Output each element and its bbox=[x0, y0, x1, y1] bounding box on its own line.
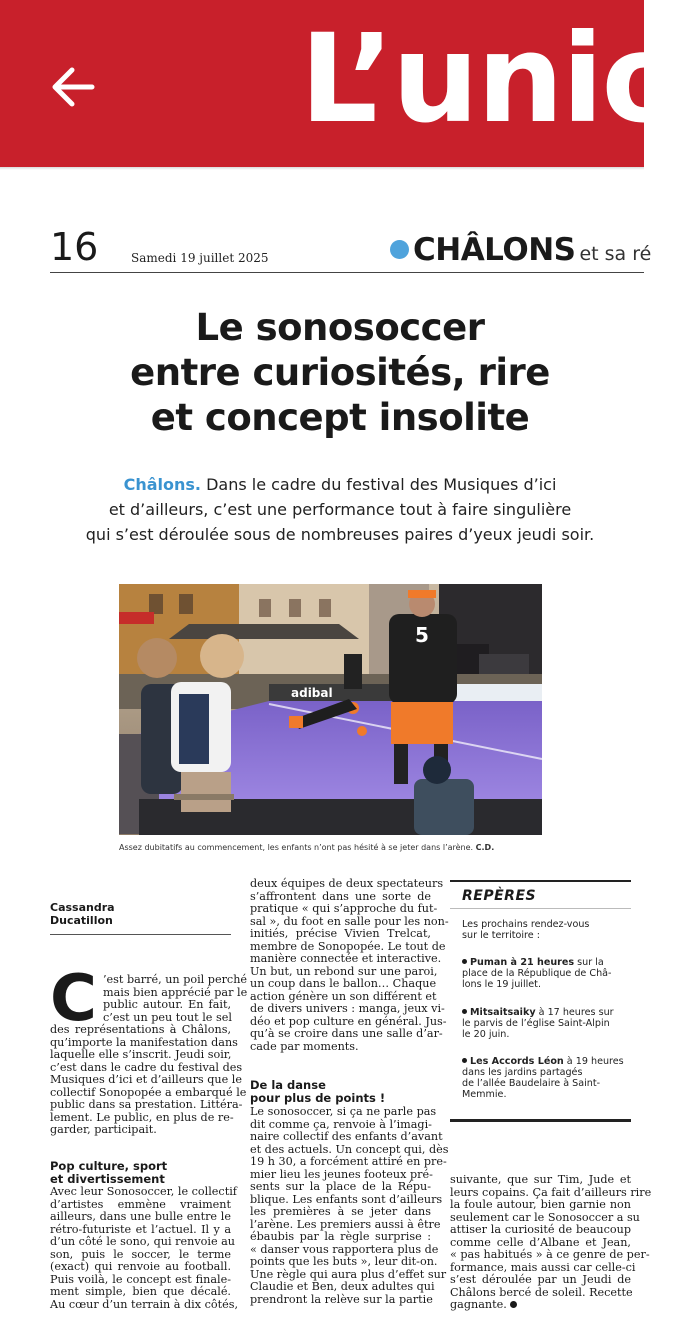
issue-date: Samedi 19 juillet 2025 bbox=[131, 251, 269, 265]
reperes-item-name: Puman à 21 heures bbox=[470, 957, 575, 968]
text-line: sal », du foot en salle pour les non- bbox=[250, 914, 449, 928]
text-line: public autour. En fait, bbox=[103, 998, 231, 1011]
text-line: garder, participait. bbox=[50, 1123, 157, 1136]
text-line: Au cœur d’un terrain à dix côtés, bbox=[50, 1297, 239, 1311]
text-line: « danser vous rapportera plus de bbox=[250, 1242, 439, 1256]
column-1-dropcap-text bbox=[103, 973, 248, 1024]
back-button[interactable] bbox=[44, 58, 102, 116]
reperes-item-text: à 19 heures bbox=[563, 1056, 624, 1067]
column-2-text-2 bbox=[250, 1105, 449, 1306]
article-lead bbox=[60, 472, 620, 547]
rubric-dot-icon bbox=[390, 240, 409, 259]
text-line: laquelle elle s’inscrit. Jeudi soir, bbox=[50, 1048, 232, 1061]
final-word: gagnante. bbox=[450, 1298, 507, 1311]
reperes-top-rule bbox=[450, 880, 631, 882]
text-line: ’est barré, un poil perché bbox=[103, 973, 248, 986]
reperes-item-line bbox=[462, 957, 632, 968]
column-2-text bbox=[250, 877, 449, 1053]
text-line: comme celle d’Albane et Jean, bbox=[450, 1235, 631, 1249]
text-line: public dans sa prestation. Littéra- bbox=[50, 1098, 243, 1111]
author-last-name: Ducatillon bbox=[50, 914, 113, 927]
text-line: ment simple, bien que décalé. bbox=[50, 1285, 231, 1298]
text-line: formance, mais aussi car celle-ci bbox=[450, 1260, 636, 1274]
text-line: d’artistes emmène vraiment bbox=[50, 1197, 231, 1211]
back-arrow-icon bbox=[44, 58, 102, 116]
text-line: « pas habitués » à ce genre de per- bbox=[450, 1248, 650, 1261]
reperes-item-line: dans les jardins partagés bbox=[462, 1067, 583, 1078]
reperes-item-line bbox=[462, 1007, 632, 1018]
reperes-item-line bbox=[462, 1056, 632, 1067]
text-line bbox=[450, 1299, 631, 1312]
banner-text: adibal bbox=[291, 686, 333, 700]
text-line: ébaubis par la règle surprise : bbox=[250, 1230, 431, 1243]
reperes-intro bbox=[462, 919, 632, 941]
subhead-line: pour plus de points ! bbox=[250, 1090, 386, 1105]
lead-line bbox=[60, 472, 620, 497]
reperes-item-line: Memmie. bbox=[462, 1089, 507, 1100]
text-line: action génère un son différent et bbox=[250, 989, 437, 1003]
rubric-subtitle: et sa ré bbox=[579, 243, 652, 265]
text-line: pratique « qui s’approche du fut- bbox=[250, 902, 438, 915]
subhead-pop-culture bbox=[50, 1160, 167, 1185]
text-line: Châlons bercé de soleil. Recette bbox=[450, 1285, 633, 1299]
photo-credit: C.D. bbox=[475, 843, 495, 852]
text-line: collectif Sonopopée a embarqué le bbox=[50, 1085, 247, 1099]
end-mark-icon bbox=[510, 1301, 517, 1308]
reperes-item-name: Les Accords Léon bbox=[470, 1056, 564, 1067]
headline-line: entre curiosités, rire bbox=[130, 351, 550, 394]
drop-cap bbox=[50, 962, 97, 1036]
photo-caption bbox=[119, 843, 494, 852]
text-line: c’est un peu tout le sel bbox=[103, 1010, 232, 1024]
text-line: suivante, que sur Tim, Jude et bbox=[450, 1173, 631, 1186]
text-line: prendront la relève sur la partie bbox=[250, 1292, 433, 1306]
reperes-item-text: à 17 heures sur bbox=[535, 1007, 614, 1018]
column-1-text bbox=[50, 1023, 247, 1137]
text-line: (exact) qui renvoie au football. bbox=[50, 1260, 231, 1273]
text-line: c’est dans le cadre du festival des bbox=[50, 1060, 243, 1074]
newspaper-logo: L’unio bbox=[300, 8, 683, 150]
text-line: lement. Le public, en plus de re- bbox=[50, 1110, 234, 1124]
header-shadow bbox=[0, 167, 644, 170]
lead-line: qui s’est déroulée sous de nombreuses paires d’yeux jeudi soir. bbox=[85, 525, 595, 544]
text-line: manière connectée et interactive. bbox=[250, 952, 442, 965]
text-line: attiser la curiosité de beaucoup bbox=[450, 1223, 631, 1236]
subhead-line: et divertissement bbox=[50, 1171, 165, 1186]
bullet-icon bbox=[462, 959, 467, 964]
text-line: membre de Sonopopée. Le tout de bbox=[250, 939, 446, 953]
column-3-text bbox=[450, 1173, 652, 1312]
jersey-number: 5 bbox=[415, 623, 429, 647]
text-line: s’est déroulée par un Jeudi de bbox=[450, 1273, 631, 1286]
bullet-icon bbox=[462, 1058, 467, 1063]
text-line: Une règle qui aura plus d’effet sur bbox=[250, 1267, 447, 1281]
article-photo bbox=[119, 584, 542, 835]
reperes-item-line: lons le 19 juillet. bbox=[462, 979, 541, 990]
text-line: Un but, un rebond sur une paroi, bbox=[250, 964, 438, 978]
article-headline bbox=[40, 305, 640, 440]
reperes-intro-line: sur le territoire : bbox=[462, 930, 540, 941]
reperes-item bbox=[462, 957, 632, 990]
text-line: Avec leur Sonosoccer, le collectif bbox=[50, 1185, 237, 1198]
text-line: Le sonosoccer, si ça ne parle pas bbox=[250, 1105, 437, 1118]
reperes-item-line: le 20 juin. bbox=[462, 1029, 510, 1040]
reperes-item-line: place de la République de Châ- bbox=[462, 968, 612, 979]
text-line: de divers univers : manga, jeux vi- bbox=[250, 1002, 445, 1015]
text-line: dit comme ça, renvoie à l’imagi- bbox=[250, 1117, 432, 1131]
text-line: deux équipes de deux spectateurs bbox=[250, 877, 444, 890]
text-line: leurs copains. Ça fait d’ailleurs rire bbox=[450, 1185, 652, 1199]
text-line: blique. Les enfants sont d’ailleurs bbox=[250, 1192, 443, 1206]
text-line: qu’à se croire dans une salle d’ar- bbox=[250, 1027, 443, 1040]
text-line: déo et pop culture en général. Jus- bbox=[250, 1014, 447, 1028]
text-line: et des actuels. Un concept qui, dès bbox=[250, 1142, 449, 1156]
page-number: 16 bbox=[50, 225, 99, 269]
reperes-bottom-rule bbox=[450, 1119, 631, 1122]
reperes-title: REPÈRES bbox=[462, 888, 537, 904]
text-line: Claudie et Ben, deux adultes qui bbox=[250, 1280, 435, 1293]
headline-line: et concept insolite bbox=[150, 396, 530, 439]
text-line: l’arène. Les premiers aussi à être bbox=[250, 1217, 441, 1231]
rubric-name: CHÂLONS bbox=[413, 232, 576, 268]
text-line: s’affrontent dans une sorte de bbox=[250, 889, 431, 903]
subhead-line: De la danse bbox=[250, 1078, 326, 1092]
reperes-item-line: le parvis de l’église Saint-Alpin bbox=[462, 1018, 610, 1029]
text-line: Puis voilà, le concept est finale- bbox=[50, 1272, 231, 1286]
author-byline bbox=[50, 901, 115, 927]
text-line: sents sur la place de la Répu- bbox=[250, 1180, 431, 1193]
bullet-icon bbox=[462, 1009, 467, 1014]
text-line: cade par moments. bbox=[250, 1039, 359, 1053]
lead-line: et d’ailleurs, c’est une performance tout à faire singulière bbox=[108, 500, 572, 519]
reperes-item bbox=[462, 1056, 632, 1100]
reperes-separator bbox=[450, 908, 631, 909]
app-header-bar bbox=[0, 0, 683, 167]
text-line: points que les buts », leur dit-on. bbox=[250, 1255, 438, 1268]
section-rubric bbox=[390, 232, 651, 268]
text-line: ailleurs, dans une bulle entre le bbox=[50, 1210, 231, 1223]
reperes-item-text: sur la bbox=[574, 957, 604, 968]
text-line: son, puis le soccer, le terme bbox=[50, 1247, 231, 1261]
subhead-line: Pop culture, sport bbox=[50, 1159, 168, 1173]
author-rule bbox=[50, 934, 231, 935]
drop-cap-letter: C bbox=[50, 962, 97, 1036]
subhead-danse bbox=[250, 1079, 385, 1104]
photo-illustration bbox=[119, 584, 542, 835]
text-line: Musiques d’ici et d’ailleurs que le bbox=[50, 1073, 242, 1086]
text-line: mier lieu les jeunes footeux pré- bbox=[250, 1167, 433, 1181]
reperes-item-line: de l’allée Baudelaire à Saint- bbox=[462, 1078, 601, 1089]
text-line: initiés, précise Vivien Trelcat, bbox=[250, 927, 431, 940]
author-first-name: Cassandra bbox=[50, 901, 115, 914]
text-line: des représentations à Châlons, bbox=[50, 1023, 231, 1036]
reperes-item-name: Mitsaitsaiky bbox=[470, 1007, 536, 1018]
lead-text: Dans le cadre du festival des Musiques d’ici bbox=[200, 475, 557, 494]
reperes-item bbox=[462, 1007, 632, 1040]
text-line: rétro-futuriste et l’actuel. Il y a bbox=[50, 1222, 231, 1236]
lead-city: Châlons. bbox=[123, 475, 201, 494]
text-line: la foule autour, bien garnie non bbox=[450, 1198, 631, 1211]
text-line: mais bien apprécié par le bbox=[103, 985, 248, 999]
text-line: seulement car le Sonosoccer a su bbox=[450, 1210, 640, 1224]
text-line: naire collectif des enfants d’avant bbox=[250, 1130, 443, 1143]
headline-line: Le sonosoccer bbox=[195, 306, 485, 349]
text-line: les premières à se jeter dans bbox=[250, 1205, 431, 1218]
header-rule bbox=[50, 272, 644, 273]
caption-text: Assez dubitatifs au commencement, les enfants n’ont pas hésité à se jeter dans l’arène. bbox=[119, 843, 474, 852]
text-line: un coup dans le ballon… Chaque bbox=[250, 977, 437, 990]
text-line: 19 h 30, a forcément attiré en pre- bbox=[250, 1155, 447, 1168]
text-line: qu’importe la manifestation dans bbox=[50, 1035, 238, 1049]
column-1-text-2 bbox=[50, 1185, 239, 1311]
reperes-intro-line: Les prochains rendez-vous bbox=[462, 919, 590, 930]
text-line: d’un côté le sono, qui renvoie au bbox=[50, 1235, 236, 1248]
